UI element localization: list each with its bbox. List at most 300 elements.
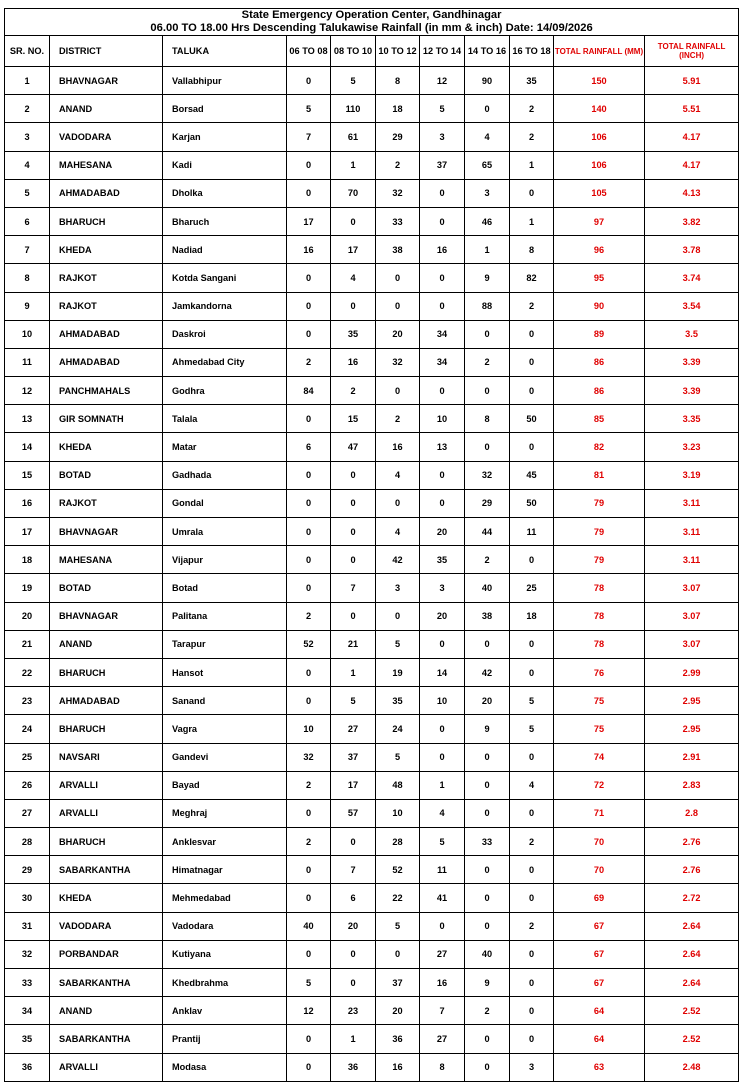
cell-slot-06-08: 2 [287,348,331,376]
cell-slot-08-10: 0 [331,546,376,574]
cell-slot-10-12: 0 [376,292,420,320]
cell-district: SABARKANTHA [50,1025,163,1053]
cell-total-mm: 75 [554,715,645,743]
cell-total-mm: 106 [554,123,645,151]
cell-total-inch: 2.95 [645,687,739,715]
cell-slot-12-14: 0 [420,377,465,405]
cell-slot-16-18: 1 [510,151,554,179]
cell-slot-10-12: 4 [376,518,420,546]
cell-district: BHAVNAGAR [50,518,163,546]
cell-total-inch: 3.07 [645,630,739,658]
cell-sr-no: 14 [5,433,50,461]
cell-slot-14-16: 65 [465,151,510,179]
cell-total-mm: 64 [554,1025,645,1053]
table-row [5,1025,739,1053]
cell-slot-14-16: 90 [465,67,510,95]
cell-district: ARVALLI [50,1053,163,1081]
table-row [5,828,739,856]
table-row [5,320,739,348]
cell-district: PORBANDAR [50,940,163,968]
cell-slot-16-18: 18 [510,602,554,630]
cell-slot-14-16: 33 [465,828,510,856]
cell-slot-14-16: 9 [465,264,510,292]
rainfall-table [4,8,739,1082]
cell-total-mm: 95 [554,264,645,292]
cell-total-mm: 78 [554,630,645,658]
cell-slot-14-16: 0 [465,743,510,771]
cell-slot-08-10: 1 [331,151,376,179]
cell-total-mm: 106 [554,151,645,179]
cell-slot-14-16: 2 [465,348,510,376]
cell-slot-16-18: 0 [510,348,554,376]
cell-sr-no: 2 [5,95,50,123]
cell-slot-08-10: 0 [331,602,376,630]
cell-taluka: Vijapur [163,546,287,574]
cell-district: RAJKOT [50,292,163,320]
cell-slot-12-14: 20 [420,518,465,546]
cell-slot-06-08: 0 [287,856,331,884]
cell-slot-08-10: 0 [331,518,376,546]
cell-slot-06-08: 0 [287,292,331,320]
header-slot-06-08: 06 TO 08 [287,36,331,67]
cell-slot-14-16: 0 [465,771,510,799]
cell-slot-16-18: 0 [510,179,554,207]
cell-slot-14-16: 1 [465,236,510,264]
cell-sr-no: 27 [5,799,50,827]
cell-district: VADODARA [50,912,163,940]
cell-slot-16-18: 2 [510,95,554,123]
cell-total-inch: 2.83 [645,771,739,799]
cell-slot-10-12: 3 [376,574,420,602]
cell-total-inch: 2.64 [645,940,739,968]
cell-total-inch: 2.91 [645,743,739,771]
cell-taluka: Jamkandorna [163,292,287,320]
cell-slot-06-08: 32 [287,743,331,771]
cell-taluka: Prantij [163,1025,287,1053]
cell-total-mm: 89 [554,320,645,348]
cell-total-inch: 2.76 [645,856,739,884]
cell-slot-12-14: 27 [420,1025,465,1053]
cell-taluka: Tarapur [163,630,287,658]
cell-slot-12-14: 0 [420,630,465,658]
cell-total-mm: 72 [554,771,645,799]
cell-taluka: Talala [163,405,287,433]
cell-slot-14-16: 40 [465,574,510,602]
cell-total-mm: 74 [554,743,645,771]
cell-district: BOTAD [50,574,163,602]
cell-total-inch: 3.07 [645,602,739,630]
report-subtitle: 06.00 TO 18.00 Hrs Descending Talukawise Rainfall (in mm & inch) Date: 14/09/2026 [5,22,739,36]
cell-slot-06-08: 0 [287,546,331,574]
table-row [5,574,739,602]
cell-sr-no: 22 [5,658,50,686]
cell-slot-10-12: 35 [376,687,420,715]
cell-slot-16-18: 8 [510,236,554,264]
table-row [5,236,739,264]
cell-total-inch: 3.54 [645,292,739,320]
cell-total-inch: 2.52 [645,997,739,1025]
table-body [5,67,739,1082]
cell-taluka: Vagra [163,715,287,743]
cell-sr-no: 33 [5,969,50,997]
cell-total-mm: 97 [554,207,645,235]
cell-slot-12-14: 3 [420,574,465,602]
cell-taluka: Vallabhipur [163,67,287,95]
table-row [5,292,739,320]
cell-slot-12-14: 4 [420,799,465,827]
cell-slot-16-18: 0 [510,546,554,574]
cell-district: BHAVNAGAR [50,67,163,95]
cell-district: VADODARA [50,123,163,151]
cell-slot-08-10: 4 [331,264,376,292]
cell-slot-16-18: 2 [510,123,554,151]
cell-slot-16-18: 25 [510,574,554,602]
cell-district: RAJKOT [50,264,163,292]
cell-taluka: Anklesvar [163,828,287,856]
cell-slot-06-08: 0 [287,799,331,827]
cell-slot-16-18: 0 [510,884,554,912]
table-row [5,997,739,1025]
header-slot-12-14: 12 TO 14 [420,36,465,67]
cell-slot-12-14: 5 [420,828,465,856]
cell-slot-08-10: 2 [331,377,376,405]
cell-slot-16-18: 35 [510,67,554,95]
cell-sr-no: 24 [5,715,50,743]
cell-slot-06-08: 6 [287,433,331,461]
cell-slot-08-10: 110 [331,95,376,123]
cell-total-inch: 4.17 [645,151,739,179]
cell-taluka: Gondal [163,489,287,517]
cell-sr-no: 23 [5,687,50,715]
table-row [5,743,739,771]
cell-taluka: Borsad [163,95,287,123]
cell-slot-10-12: 0 [376,489,420,517]
cell-slot-08-10: 61 [331,123,376,151]
table-row [5,67,739,95]
cell-slot-08-10: 27 [331,715,376,743]
cell-slot-06-08: 5 [287,969,331,997]
cell-slot-16-18: 0 [510,377,554,405]
cell-district: KHEDA [50,236,163,264]
cell-district: ANAND [50,997,163,1025]
cell-taluka: Kutiyana [163,940,287,968]
cell-district: ANAND [50,95,163,123]
cell-slot-12-14: 37 [420,151,465,179]
cell-total-inch: 3.11 [645,489,739,517]
cell-taluka: Dholka [163,179,287,207]
cell-taluka: Bayad [163,771,287,799]
cell-slot-10-12: 8 [376,67,420,95]
cell-slot-08-10: 6 [331,884,376,912]
cell-slot-14-16: 44 [465,518,510,546]
cell-taluka: Karjan [163,123,287,151]
cell-slot-12-14: 0 [420,292,465,320]
cell-slot-08-10: 23 [331,997,376,1025]
cell-district: BHARUCH [50,207,163,235]
cell-taluka: Modasa [163,1053,287,1081]
cell-slot-16-18: 0 [510,320,554,348]
cell-slot-10-12: 36 [376,1025,420,1053]
cell-total-inch: 3.39 [645,348,739,376]
cell-district: PANCHMAHALS [50,377,163,405]
cell-slot-16-18: 0 [510,940,554,968]
cell-total-inch: 2.99 [645,658,739,686]
cell-sr-no: 20 [5,602,50,630]
cell-sr-no: 11 [5,348,50,376]
cell-slot-14-16: 9 [465,969,510,997]
cell-sr-no: 4 [5,151,50,179]
cell-slot-10-12: 5 [376,630,420,658]
cell-district: RAJKOT [50,489,163,517]
cell-slot-10-12: 48 [376,771,420,799]
cell-slot-14-16: 0 [465,95,510,123]
cell-slot-16-18: 11 [510,518,554,546]
header-taluka: TALUKA [163,36,287,67]
cell-total-mm: 78 [554,602,645,630]
cell-sr-no: 30 [5,884,50,912]
table-row [5,799,739,827]
cell-slot-08-10: 7 [331,856,376,884]
cell-slot-14-16: 42 [465,658,510,686]
table-row [5,546,739,574]
cell-total-mm: 70 [554,856,645,884]
cell-slot-06-08: 0 [287,658,331,686]
cell-slot-14-16: 3 [465,179,510,207]
cell-slot-14-16: 0 [465,320,510,348]
cell-slot-10-12: 28 [376,828,420,856]
cell-total-inch: 3.11 [645,546,739,574]
cell-taluka: Khedbrahma [163,969,287,997]
cell-slot-16-18: 2 [510,912,554,940]
cell-slot-10-12: 18 [376,95,420,123]
cell-slot-06-08: 0 [287,884,331,912]
cell-total-mm: 76 [554,658,645,686]
cell-slot-08-10: 57 [331,799,376,827]
cell-sr-no: 9 [5,292,50,320]
cell-total-inch: 3.74 [645,264,739,292]
cell-total-inch: 4.17 [645,123,739,151]
cell-district: MAHESANA [50,546,163,574]
table-row [5,95,739,123]
cell-sr-no: 34 [5,997,50,1025]
table-row [5,207,739,235]
header-total-inch: TOTAL RAINFALL (INCH) [645,36,739,67]
cell-slot-16-18: 0 [510,799,554,827]
header-slot-08-10: 08 TO 10 [331,36,376,67]
header-district: DISTRICT [50,36,163,67]
table-row [5,264,739,292]
cell-taluka: Umrala [163,518,287,546]
cell-sr-no: 7 [5,236,50,264]
cell-sr-no: 15 [5,461,50,489]
cell-slot-12-14: 16 [420,969,465,997]
cell-sr-no: 16 [5,489,50,517]
table-row [5,884,739,912]
cell-slot-12-14: 3 [420,123,465,151]
cell-district: AHMADABAD [50,348,163,376]
table-row [5,348,739,376]
cell-slot-08-10: 0 [331,828,376,856]
cell-slot-08-10: 7 [331,574,376,602]
cell-total-inch: 2.72 [645,884,739,912]
cell-taluka: Gadhada [163,461,287,489]
cell-slot-16-18: 0 [510,969,554,997]
cell-slot-06-08: 0 [287,461,331,489]
cell-sr-no: 35 [5,1025,50,1053]
table-row [5,912,739,940]
cell-total-mm: 150 [554,67,645,95]
cell-slot-06-08: 7 [287,123,331,151]
cell-slot-16-18: 0 [510,1025,554,1053]
cell-slot-14-16: 2 [465,997,510,1025]
cell-slot-12-14: 16 [420,236,465,264]
cell-slot-12-14: 10 [420,687,465,715]
cell-district: SABARKANTHA [50,969,163,997]
cell-slot-10-12: 0 [376,602,420,630]
cell-slot-06-08: 17 [287,207,331,235]
cell-slot-10-12: 33 [376,207,420,235]
cell-taluka: Hansot [163,658,287,686]
cell-slot-10-12: 42 [376,546,420,574]
cell-slot-06-08: 0 [287,405,331,433]
cell-total-inch: 3.23 [645,433,739,461]
cell-total-inch: 3.5 [645,320,739,348]
table-row [5,518,739,546]
cell-slot-12-14: 0 [420,207,465,235]
cell-district: KHEDA [50,433,163,461]
cell-slot-10-12: 16 [376,433,420,461]
cell-total-mm: 63 [554,1053,645,1081]
cell-total-mm: 70 [554,828,645,856]
cell-total-mm: 67 [554,969,645,997]
cell-slot-06-08: 0 [287,940,331,968]
cell-slot-06-08: 2 [287,602,331,630]
cell-slot-14-16: 0 [465,433,510,461]
cell-slot-10-12: 32 [376,179,420,207]
cell-slot-06-08: 40 [287,912,331,940]
cell-total-mm: 85 [554,405,645,433]
cell-sr-no: 28 [5,828,50,856]
cell-sr-no: 12 [5,377,50,405]
cell-slot-14-16: 0 [465,1053,510,1081]
cell-total-mm: 140 [554,95,645,123]
cell-slot-12-14: 8 [420,1053,465,1081]
cell-slot-14-16: 0 [465,884,510,912]
table-row [5,1053,739,1081]
cell-taluka: Godhra [163,377,287,405]
cell-sr-no: 10 [5,320,50,348]
cell-slot-16-18: 2 [510,292,554,320]
cell-slot-12-14: 0 [420,743,465,771]
cell-total-inch: 5.51 [645,95,739,123]
cell-sr-no: 31 [5,912,50,940]
cell-slot-14-16: 9 [465,715,510,743]
cell-sr-no: 25 [5,743,50,771]
header-slot-16-18: 16 TO 18 [510,36,554,67]
cell-district: GIR SOMNATH [50,405,163,433]
table-row [5,658,739,686]
cell-slot-10-12: 20 [376,320,420,348]
cell-slot-06-08: 0 [287,151,331,179]
cell-slot-14-16: 38 [465,602,510,630]
cell-slot-12-14: 0 [420,264,465,292]
cell-slot-16-18: 1 [510,207,554,235]
cell-slot-08-10: 17 [331,771,376,799]
cell-slot-16-18: 0 [510,658,554,686]
cell-slot-06-08: 5 [287,95,331,123]
table-row [5,715,739,743]
cell-slot-06-08: 2 [287,771,331,799]
cell-sr-no: 5 [5,179,50,207]
cell-taluka: Ahmedabad City [163,348,287,376]
cell-slot-14-16: 4 [465,123,510,151]
cell-slot-10-12: 10 [376,799,420,827]
table-row [5,123,739,151]
cell-slot-10-12: 20 [376,997,420,1025]
cell-taluka: Kadi [163,151,287,179]
cell-sr-no: 1 [5,67,50,95]
cell-slot-12-14: 0 [420,489,465,517]
header-slot-14-16: 14 TO 16 [465,36,510,67]
cell-sr-no: 36 [5,1053,50,1081]
cell-sr-no: 13 [5,405,50,433]
cell-total-mm: 105 [554,179,645,207]
cell-slot-12-14: 34 [420,348,465,376]
cell-slot-08-10: 36 [331,1053,376,1081]
table-row [5,630,739,658]
cell-slot-08-10: 37 [331,743,376,771]
cell-slot-06-08: 12 [287,997,331,1025]
cell-district: BHARUCH [50,658,163,686]
cell-slot-16-18: 2 [510,828,554,856]
cell-total-mm: 81 [554,461,645,489]
cell-district: ARVALLI [50,799,163,827]
cell-slot-16-18: 5 [510,715,554,743]
cell-sr-no: 21 [5,630,50,658]
cell-slot-16-18: 5 [510,687,554,715]
cell-sr-no: 18 [5,546,50,574]
cell-slot-10-12: 22 [376,884,420,912]
cell-slot-08-10: 0 [331,489,376,517]
cell-total-inch: 3.19 [645,461,739,489]
cell-sr-no: 3 [5,123,50,151]
cell-total-inch: 3.78 [645,236,739,264]
cell-slot-12-14: 0 [420,461,465,489]
cell-district: BHARUCH [50,715,163,743]
table-row [5,969,739,997]
cell-slot-12-14: 35 [420,546,465,574]
cell-sr-no: 8 [5,264,50,292]
cell-slot-06-08: 0 [287,1053,331,1081]
cell-total-mm: 90 [554,292,645,320]
cell-slot-06-08: 2 [287,828,331,856]
cell-sr-no: 6 [5,207,50,235]
cell-slot-16-18: 0 [510,630,554,658]
cell-taluka: Mehmedabad [163,884,287,912]
cell-taluka: Sanand [163,687,287,715]
table-row [5,151,739,179]
cell-district: AHMADABAD [50,320,163,348]
cell-slot-12-14: 0 [420,179,465,207]
cell-slot-12-14: 7 [420,997,465,1025]
cell-slot-08-10: 0 [331,940,376,968]
cell-slot-10-12: 19 [376,658,420,686]
cell-slot-10-12: 24 [376,715,420,743]
cell-sr-no: 26 [5,771,50,799]
cell-slot-12-14: 13 [420,433,465,461]
cell-slot-12-14: 41 [420,884,465,912]
cell-total-mm: 69 [554,884,645,912]
